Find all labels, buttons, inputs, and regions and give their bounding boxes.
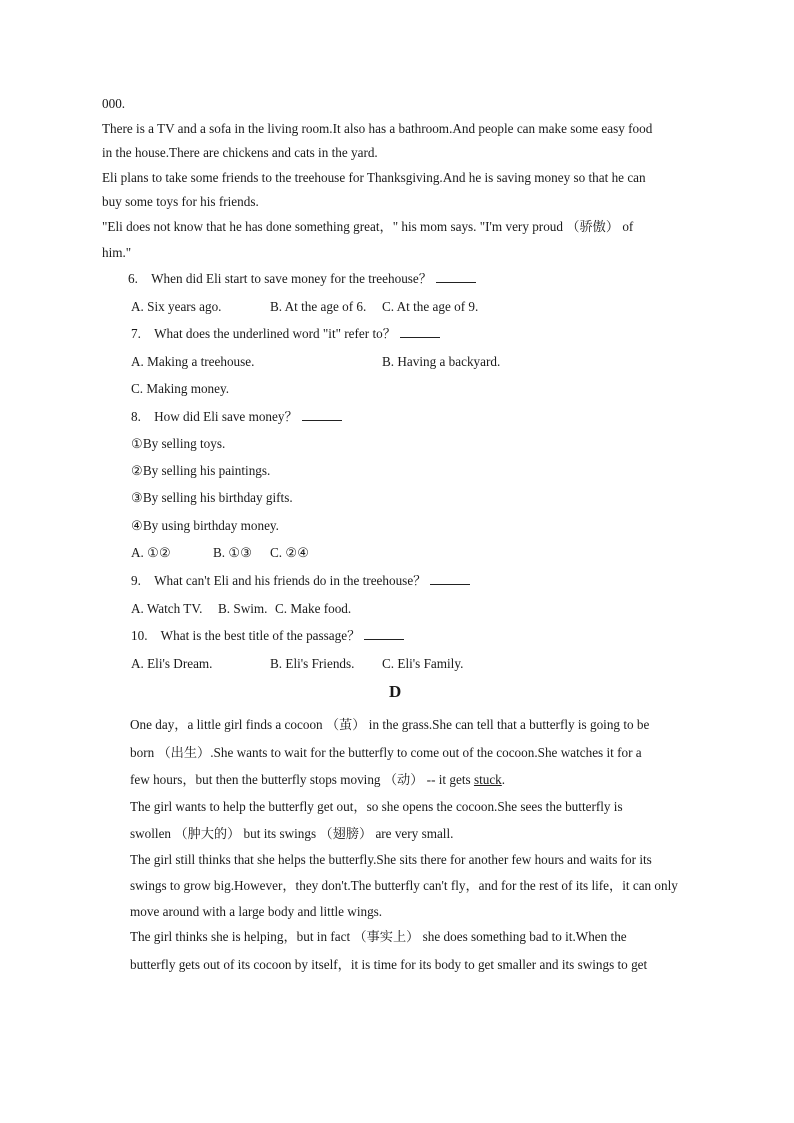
- passage-line: born （出生）.She wants to wait for the butterfly to come out of the cocoon.She watches it for a: [130, 745, 642, 760]
- passage-line: Eli plans to take some friends to the treehouse for Thanksgiving.And he is saving money so that he can: [102, 170, 646, 185]
- question-stem: 6. When did Eli start to save money for the treehouse？: [128, 271, 432, 286]
- question-8-choice: ④By using birthday money.: [131, 518, 279, 533]
- question-8: [131, 408, 342, 426]
- question-8-option-c: C. ②④: [270, 545, 310, 560]
- question-6: [128, 270, 476, 288]
- passage-text: .: [501, 772, 506, 787]
- passage-line: in the house.There are chickens and cats in the yard.: [102, 145, 378, 160]
- answer-blank[interactable]: [400, 325, 440, 338]
- section-title: D: [389, 682, 402, 701]
- question-6-option-b: B. At the age of 6.: [270, 299, 367, 314]
- question-8-choice: ③By selling his birthday gifts.: [131, 490, 293, 505]
- passage-line: There is a TV and a sofa in the living room.It also has a bathroom.And people can make some easy food: [102, 121, 653, 136]
- question-9-option-b: B. Swim.: [218, 601, 268, 616]
- passage-line: [130, 771, 505, 789]
- question-9: [131, 572, 470, 590]
- passage-line: One day，a little girl finds a cocoon （茧） in the grass.She can tell that a butterfly is going to be: [130, 717, 650, 732]
- question-7-option-b: B. Having a backyard.: [382, 354, 501, 369]
- question-7-option-c: C. Making money.: [131, 381, 230, 396]
- question-stem: 8. How did Eli save money？: [131, 409, 298, 424]
- question-stem: 7. What does the underlined word "it" refer to？: [131, 326, 396, 341]
- answer-blank[interactable]: [436, 270, 476, 283]
- passage-line: The girl still thinks that she helps the butterfly.She sits there for another few hours and waits for its: [130, 852, 652, 867]
- question-8-choice: ①By selling toys.: [131, 436, 226, 451]
- answer-blank[interactable]: [430, 572, 470, 585]
- question-10-option-a: A. Eli's Dream.: [131, 656, 213, 671]
- question-8-choice: ②By selling his paintings.: [131, 463, 271, 478]
- passage-line: butterfly gets out of its cocoon by itself，it is time for its body to get smaller and its swings to get: [130, 957, 648, 972]
- passage-line: "Eli does not know that he has done something great，" his mom says. "I'm very proud （骄傲） of: [102, 219, 634, 234]
- question-6-option-a: A. Six years ago.: [131, 299, 222, 314]
- answer-blank[interactable]: [302, 408, 342, 421]
- passage-line: swollen （肿大的） but its swings （翅膀） are very small.: [130, 826, 454, 841]
- question-10-option-b: B. Eli's Friends.: [270, 656, 355, 671]
- question-7: [131, 325, 440, 343]
- passage-line: buy some toys for his friends.: [102, 194, 259, 209]
- underlined-word: stuck: [473, 772, 502, 787]
- passage-line: him.": [102, 245, 132, 260]
- question-stem: 9. What can't Eli and his friends do in the treehouse？: [131, 573, 427, 588]
- passage-text: few hours，but then the butterfly stops moving （动） -- it gets: [130, 772, 474, 787]
- question-stem: 10. What is the best title of the passage？: [131, 628, 361, 643]
- question-7-option-a: A. Making a treehouse.: [131, 354, 255, 369]
- question-10-option-c: C. Eli's Family.: [382, 656, 464, 671]
- passage-line: The girl thinks she is helping，but in fact （事实上） she does something bad to it.When the: [130, 929, 627, 944]
- question-8-option-b: B. ①③: [213, 545, 253, 560]
- answer-blank[interactable]: [364, 627, 404, 640]
- question-8-option-a: A. ①②: [131, 545, 171, 560]
- question-9-option-a: A. Watch TV.: [131, 601, 203, 616]
- passage-line: The girl wants to help the butterfly get out，so she opens the cocoon.She sees the butterfly is: [130, 799, 623, 814]
- question-9-option-c: C. Make food.: [275, 601, 352, 616]
- passage-line: swings to grow big.However，they don't.The butterfly can't fly，and for the rest of its life，it can only: [130, 878, 678, 893]
- question-10: [131, 627, 404, 645]
- passage-line: 000.: [102, 96, 126, 111]
- question-6-option-c: C. At the age of 9.: [382, 299, 479, 314]
- passage-line: move around with a large body and little wings.: [130, 904, 383, 919]
